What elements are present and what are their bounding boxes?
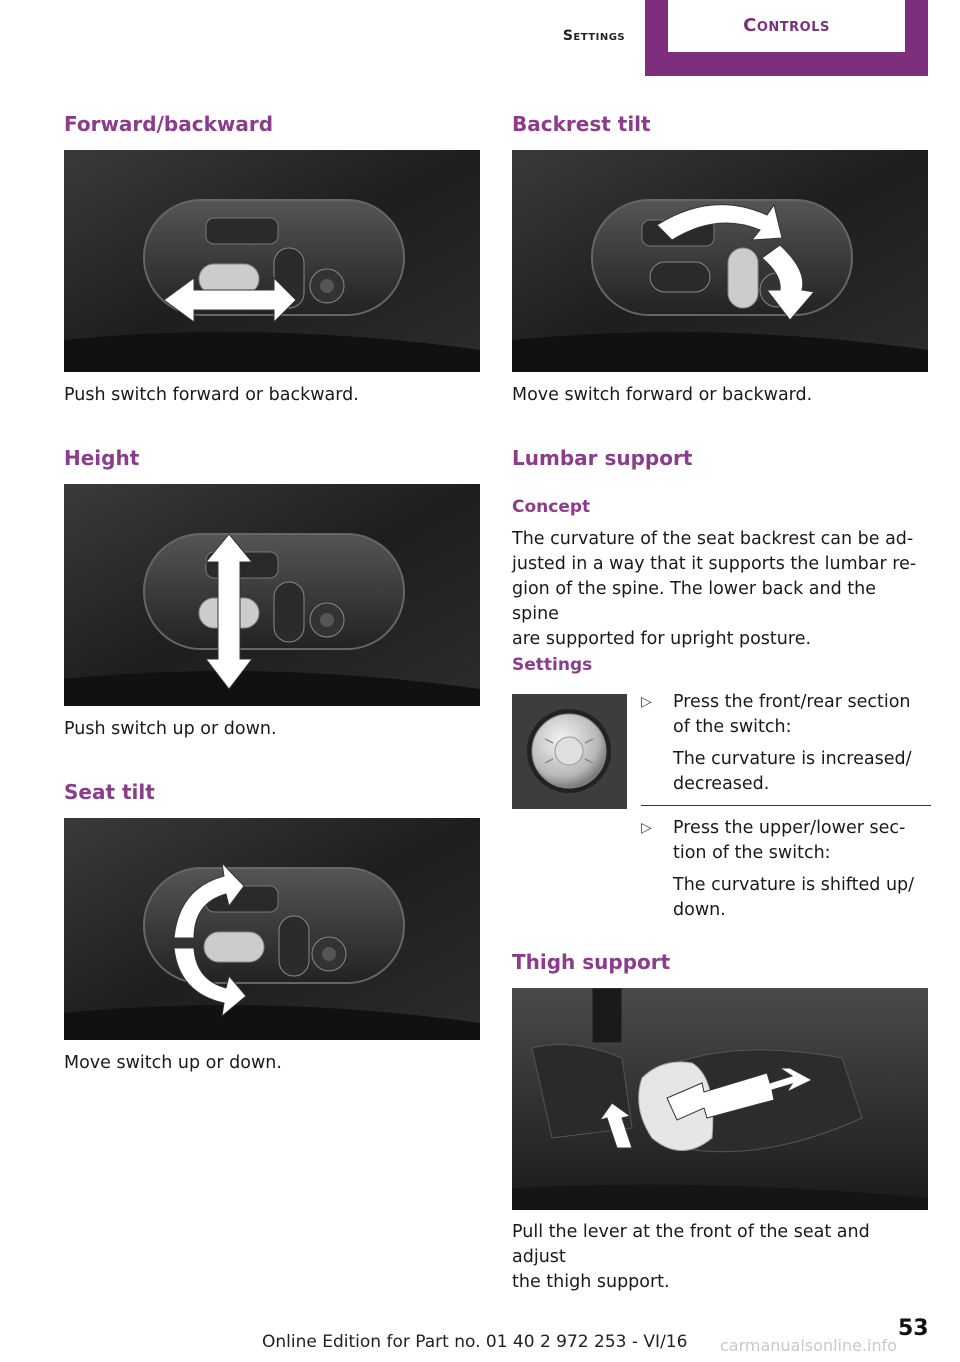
footer-edition-text: Online Edition for Part no. 01 40 2 972 253 - VI/16 — [262, 1332, 688, 1352]
bullet-result-line: down. — [673, 900, 726, 920]
bullet-result-line: The curvature is increased/ — [673, 749, 912, 769]
photo-backrest-tilt — [512, 150, 928, 372]
photo-lumbar-switch — [512, 694, 627, 809]
heading-thigh-support: Thigh support — [512, 950, 671, 974]
caption-line: Pull the lever at the front of the seat and adjust — [512, 1222, 870, 1267]
lumbar-concept-text — [512, 527, 928, 652]
bullet-triangle-icon: ▷ — [641, 820, 652, 836]
heading-backrest-tilt: Backrest tilt — [512, 112, 651, 136]
bullet-line: Press the upper/lower sec- — [673, 818, 906, 838]
caption-seat-tilt: Move switch up or down. — [64, 1053, 282, 1073]
watermark-text: carmanualsonline.info — [720, 1336, 898, 1355]
caption-backrest-tilt: Move switch forward or backward. — [512, 385, 813, 405]
concept-line: justed in a way that it supports the lumbar re- — [512, 554, 917, 574]
page-number: 53 — [898, 1316, 929, 1341]
bullet-triangle-icon: ▷ — [641, 694, 652, 710]
bullet-line: of the switch: — [673, 717, 792, 737]
header-chapter-label: Controls — [668, 0, 905, 52]
photo-forward-backward — [64, 150, 480, 372]
heading-seat-tilt: Seat tilt — [64, 780, 155, 804]
photo-seat-tilt — [64, 818, 480, 1040]
caption-line: the thigh support. — [512, 1272, 670, 1292]
bullet-result — [673, 873, 931, 923]
header-chapter-tab — [645, 0, 928, 76]
list-item — [641, 690, 931, 797]
concept-line: gion of the spine. The lower back and the spine — [512, 579, 876, 624]
heading-lumbar-support: Lumbar support — [512, 446, 693, 470]
bullet-result-line: The curvature is shifted up/ — [673, 875, 915, 895]
subheading-concept: Concept — [512, 497, 591, 517]
subheading-settings: Settings — [512, 655, 593, 675]
bullet-line: Press the front/rear section — [673, 692, 911, 712]
divider — [641, 805, 931, 806]
heading-height: Height — [64, 446, 140, 470]
caption-height: Push switch up or down. — [64, 719, 277, 739]
lumbar-settings-list — [641, 690, 931, 931]
bullet-line: tion of the switch: — [673, 843, 831, 863]
photo-thigh-support — [512, 988, 928, 1210]
photo-height — [64, 484, 480, 706]
caption-thigh-support — [512, 1220, 928, 1295]
concept-line: are supported for upright posture. — [512, 629, 812, 649]
header-section-label: Settings — [562, 28, 626, 44]
list-item — [641, 816, 931, 923]
heading-forward-backward: Forward/backward — [64, 112, 274, 136]
bullet-result — [673, 747, 931, 797]
bullet-result-line: decreased. — [673, 774, 770, 794]
concept-line: The curvature of the seat backrest can be ad- — [512, 529, 914, 549]
caption-forward-backward: Push switch forward or backward. — [64, 385, 359, 405]
